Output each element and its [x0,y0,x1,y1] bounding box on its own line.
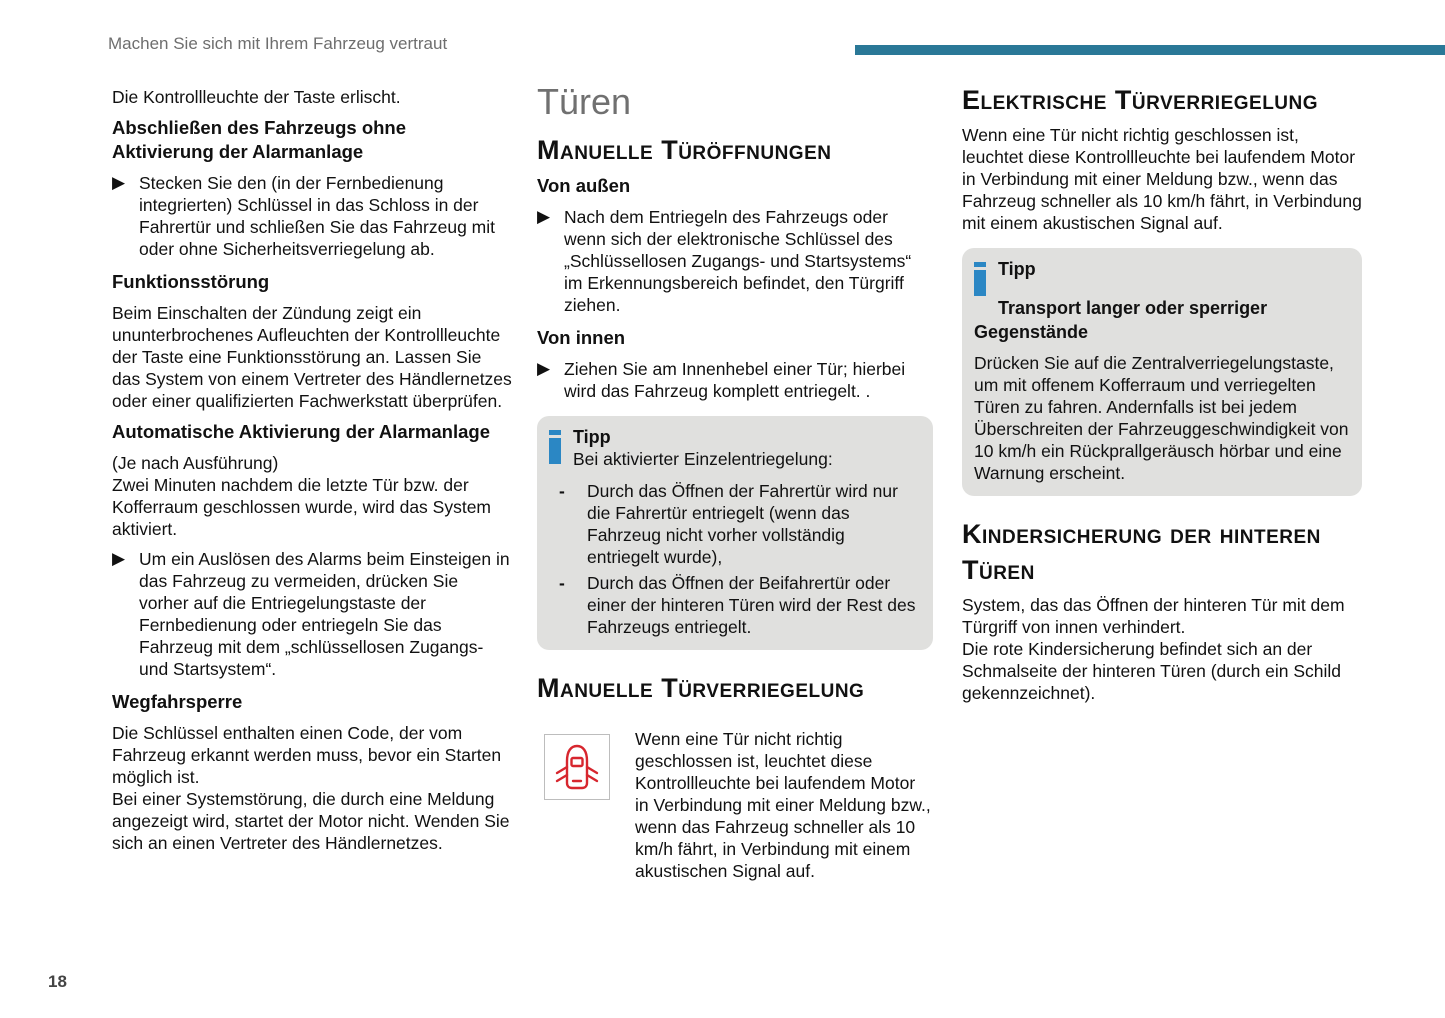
header-accent-bar [855,45,1445,55]
bullet-arrow-icon: ▶ [112,173,126,192]
malfunction-text: Beim Einschalten der Zündung zeigt ein ununterbrochenes Aufleuchten der Kontrollleuchte der Taste eine Funktionsstörung an. Lassen Sie das System von einem Vertreter des Händlernetzes oder einer qualifizierten Fachwerkstatt überprüfen. [112,303,512,411]
auto-alarm-note: (Je nach Ausführung) [112,453,279,473]
bullet-item [537,206,933,316]
intro-text: Die Kontrollleuchte der Taste erlischt. [112,87,401,107]
bullet-text: Ziehen Sie am Innenhebel einer Tür; hierbei wird das Fahrzeug komplett entriegelt. . [564,359,906,401]
bullet-item [537,358,933,402]
tip-header [974,258,1350,296]
column-2 [537,81,933,882]
info-icon [974,262,988,296]
title-manual-opening: Manuelle Türöffnungen [537,135,832,165]
dash-bullet-icon: - [559,481,565,501]
page-number: 18 [48,972,67,991]
title-electric-locking: Elektrische Türverriegelung [962,85,1319,115]
tip-item-text: Durch das Öffnen der Fahrertür wird nur die Fahrertür entriegelt (wenn das Fahrzeug nicht vorher vollständig entriegelt wurde), [587,481,898,567]
heading-inside: Von innen [537,327,626,348]
bullet-text: Um ein Auslösen des Alarms beim Einsteigen in das Fahrzeug zu vermeiden, drücken Sie vorher auf die Entriegelungstaste der Fernbedienung oder entriegeln Sie das Fahrzeug mit dem „schlüssellosen Zugangs- und Startsystem“. [139,549,510,679]
bullet-text: Nach dem Entriegeln des Fahrzeugs oder wenn sich der elektronische Schlüssel des „Schlüssellosen Zugangs- und Startsystems“ im Erkennungsbereich befindet, den Türgriff ziehen. [564,207,912,315]
column-1 [112,86,512,854]
tip-intro: Bei aktivierter Einzelentriegelung: [573,449,833,469]
tip-text: Drücken Sie auf die Zentralverriegelungstaste, um mit offenem Kofferraum und verriegelten Türen zu fahren. Andernfalls ist bei jedem Überschreiten der Fahrzeuggeschwindigkeit von 10 km/h ein Rückprallgeräusch hörbar und eine Warnung erscheint. [974,353,1349,483]
running-header: Machen Sie sich mit Ihrem Fahrzeug vertraut [108,34,448,53]
immobilizer-text-1: Die Schlüssel enthalten einen Code, der vom Fahrzeug erkannt werden muss, bevor ein Starten möglich ist. [112,723,502,787]
tip-subheading: Transport langer oder sperriger Gegenstände [974,298,1268,342]
tip-label: Tipp [998,259,1036,279]
tip-list-item [549,480,921,568]
bullet-item [112,172,512,260]
heading-malfunction: Funktionsstörung [112,271,270,292]
tip-label: Tipp [573,427,611,447]
bullet-arrow-icon: ▶ [537,359,551,378]
heading-auto-alarm: Automatische Aktivierung der Alarmanlage [112,421,490,442]
bullet-arrow-icon: ▶ [537,207,551,226]
warning-light-row [537,728,933,882]
auto-alarm-text: Zwei Minuten nachdem die letzte Tür bzw. der Kofferraum geschlossen wurde, wird das System aktiviert. [112,475,492,539]
tip-box-transport [962,248,1362,496]
tip-box-individual-unlock [537,416,933,650]
door-open-warning-icon [544,734,610,800]
heading-lock-without-alarm: Abschließen des Fahrzeugs ohne Aktivierung der Alarmanlage [112,117,407,162]
tip-item-text: Durch das Öffnen der Beifahrertür oder einer der hinteren Türen wird der Rest des Fahrzeugs entriegelt. [587,573,916,637]
immobilizer-text-2: Bei einer Systemstörung, die durch eine Meldung angezeigt wird, startet der Motor nicht. Wenden Sie sich an einen Vertreter des Händlernetzes. [112,789,510,853]
child-lock-text-2: Die rote Kindersicherung befindet sich an der Schmalseite der hinteren Türen (durch ein Schild gekennzeichnet). [962,639,1342,703]
bullet-item [112,548,512,680]
bullet-arrow-icon: ▶ [112,549,126,568]
bullet-text: Stecken Sie den (in der Fernbedienung integrierten) Schlüssel in das Schloss in der Fahrertür und schließen Sie das Fahrzeug mit oder ohne Sicherheitsverriegelung ab. [139,173,495,259]
title-child-lock: Kindersicherung der hinteren Türen [962,519,1321,585]
section-title-doors: Türen [537,81,632,122]
child-lock-text-1: System, das das Öffnen der hinteren Tür mit dem Türgriff von innen verhindert. [962,595,1345,637]
column-3 [962,86,1362,704]
warning-light-text: Wenn eine Tür nicht richtig geschlossen ist, leuchtet diese Kontrollleuchte bei laufendem Motor in Verbindung mit einer Meldung bzw., wenn das Fahrzeug schneller als 10 km/h fährt, in Verbindung mit einem akustischen Signal auf. [635,729,931,881]
dash-bullet-icon: - [559,573,565,593]
heading-outside: Von außen [537,175,631,196]
tip-header [549,426,921,470]
title-manual-locking: Manuelle Türverriegelung [537,673,865,703]
info-icon [549,430,563,464]
tip-list-item [549,572,921,638]
electric-locking-text: Wenn eine Tür nicht richtig geschlossen ist, leuchtet diese Kontrollleuchte bei laufendem Motor in Verbindung mit einer Meldung bzw., wenn das Fahrzeug schneller als 10 km/h fährt, in Verbindung mit einem akustischen Signal auf. [962,125,1362,233]
heading-immobilizer: Wegfahrsperre [112,691,243,712]
